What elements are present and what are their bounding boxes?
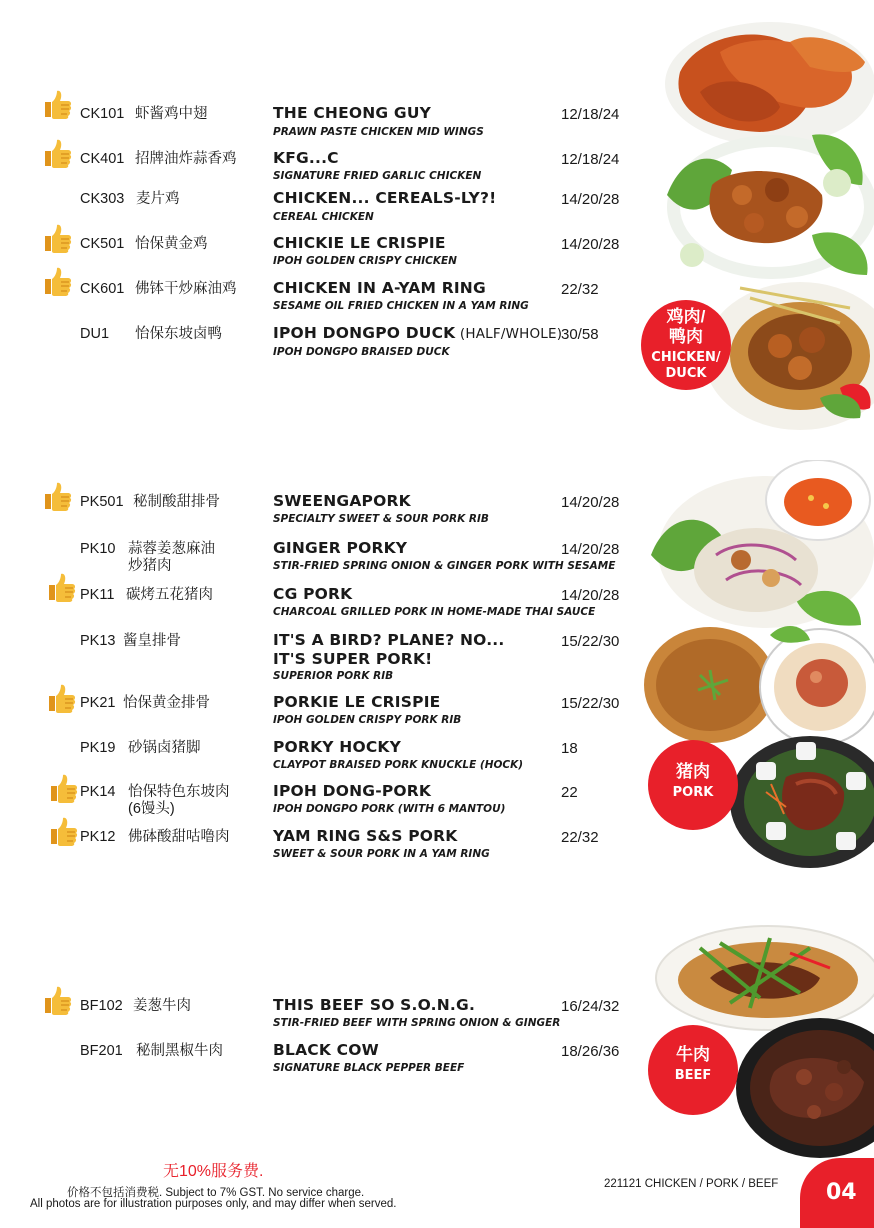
item-price: 18/26/36 <box>561 1043 620 1060</box>
item-price: 14/20/28 <box>561 541 620 558</box>
item-code: CK101 <box>80 106 125 122</box>
item-chinese-name: 怡保黄金排骨 <box>123 695 210 711</box>
item-chinese-name: 蒜蓉姜葱麻油 炒猪肉 <box>128 541 215 574</box>
item-chinese-name: 砂锅卤猪脚 <box>128 740 201 756</box>
item-code: CK601 <box>80 281 125 297</box>
item-price: 18 <box>561 740 578 757</box>
item-code: CK401 <box>80 151 125 167</box>
item-name: PORKY HOCKY <box>273 738 402 756</box>
item-name: SWEENGAPORK <box>273 492 411 510</box>
no-service-charge-note: 无10%服务费. <box>163 1163 264 1180</box>
item-description: SWEET & SOUR PORK IN A YAM RING <box>273 848 490 860</box>
item-price: 12/18/24 <box>561 151 620 168</box>
item-chinese-name: 姜葱牛肉 <box>133 998 191 1014</box>
item-description: STIR-FRIED SPRING ONION & GINGER PORK WITH SESAME <box>273 560 616 572</box>
item-name: CHICKEN IN A-YAM RING <box>273 279 486 297</box>
item-code: BF102 <box>80 998 123 1014</box>
item-name: CHICKEN... CEREALS-LY?! <box>273 189 497 207</box>
item-chinese-name: 虾酱鸡中翅 <box>135 106 208 122</box>
item-description: STIR-FRIED BEEF WITH SPRING ONION & GINGER <box>273 1017 561 1029</box>
badge-english-label: PORK <box>672 785 714 800</box>
item-price: 16/24/32 <box>561 998 620 1015</box>
item-price: 22/32 <box>561 281 599 298</box>
item-code: PK21 <box>80 695 116 711</box>
item-chinese-name: 秘制黑椒牛肉 <box>136 1043 223 1059</box>
item-code: PK13 <box>80 633 116 649</box>
item-price: 15/22/30 <box>561 695 620 712</box>
badge-chinese-label: 猪肉 <box>676 762 710 781</box>
item-code: DU1 <box>80 326 110 342</box>
item-chinese-name: 佛砵酸甜咕噜肉 <box>128 829 230 845</box>
badge-chinese-label: 牛肉 <box>676 1045 710 1064</box>
page-number: 04 <box>826 1180 857 1205</box>
item-chinese-name: 酱皇排骨 <box>123 633 181 649</box>
item-price: 14/20/28 <box>561 587 620 604</box>
item-description: IPOH DONGPO BRAISED DUCK <box>273 346 450 358</box>
item-code: PK19 <box>80 740 116 756</box>
item-description: IPOH GOLDEN CRISPY CHICKEN <box>273 255 457 267</box>
item-chinese-name: 佛钵干炒麻油鸡 <box>135 281 237 297</box>
item-price: 12/18/24 <box>561 106 620 123</box>
item-description: SIGNATURE FRIED GARLIC CHICKEN <box>273 170 482 182</box>
item-name: IPOH DONGPO DUCK (HALF/WHOLE) <box>273 324 563 342</box>
item-price: 22/32 <box>561 829 599 846</box>
item-price: 14/20/28 <box>561 191 620 208</box>
item-chinese-name: 怡保东坡卤鸭 <box>135 326 222 342</box>
item-description: IPOH DONGPO PORK (WITH 6 MANTOU) <box>273 803 506 815</box>
item-chinese-name: 怡保特色东坡肉 (6馒头) <box>128 784 230 817</box>
item-code: BF201 <box>80 1043 123 1059</box>
item-code: PK14 <box>80 784 116 800</box>
item-price: 22 <box>561 784 578 801</box>
item-chinese-name: 麦片鸡 <box>136 191 180 207</box>
item-name: CHICKIE LE CRISPIE <box>273 234 446 252</box>
item-name: CG PORK <box>273 585 353 603</box>
item-name: IT'S A BIRD? PLANE? NO... IT'S SUPER PORK! <box>273 631 505 668</box>
food-photo-black-pepper-beef <box>734 1012 874 1158</box>
item-code: PK12 <box>80 829 116 845</box>
item-description: CLAYPOT BRAISED PORK KNUCKLE (HOCK) <box>273 759 524 771</box>
item-price: 14/20/28 <box>561 236 620 253</box>
item-price: 30/58 <box>561 326 599 343</box>
item-name: GINGER PORKY <box>273 539 408 557</box>
badge-chinese-label: 鸡肉/ 鸭肉 <box>666 307 706 346</box>
item-description: CEREAL CHICKEN <box>273 211 374 223</box>
item-name: BLACK COW <box>273 1041 379 1059</box>
item-name: IPOH DONG-PORK <box>273 782 432 800</box>
item-chinese-name: 碳烤五花猪肉 <box>126 587 213 603</box>
item-chinese-name: 怡保黄金鸡 <box>135 236 208 252</box>
item-name: YAM RING S&S PORK <box>273 827 458 845</box>
item-chinese-name: 秘制酸甜排骨 <box>133 494 220 510</box>
photo-disclaimer: All photos are for illustration purposes only, and may differ when served. <box>30 1198 397 1210</box>
item-description: SPECIALTY SWEET & SOUR PORK RIB <box>273 513 489 525</box>
badge-english-label: CHICKEN/ DUCK <box>651 350 721 381</box>
item-code: CK303 <box>80 191 125 207</box>
item-code: PK10 <box>80 541 116 557</box>
item-price: 15/22/30 <box>561 633 620 650</box>
thumbs-up-icon <box>42 985 72 1015</box>
item-chinese-name: 招牌油炸蒜香鸡 <box>135 151 237 167</box>
badge-english-label: BEEF <box>674 1068 712 1083</box>
item-code: PK11 <box>80 587 115 603</box>
item-description: SESAME OIL FRIED CHICKEN IN A YAM RING <box>273 300 529 312</box>
item-description: SIGNATURE BLACK PEPPER BEEF <box>273 1062 465 1074</box>
gst-note: 价格不包括消费税. Subject to 7% GST. No service charge. <box>67 1187 365 1199</box>
item-name: THE CHEONG GUY <box>273 104 432 122</box>
category-badge-beef <box>648 1025 738 1115</box>
item-description: PRAWN PASTE CHICKEN MID WINGS <box>273 126 484 138</box>
item-description: CHARCOAL GRILLED PORK IN HOME-MADE THAI SAUCE <box>273 606 596 618</box>
item-name: PORKIE LE CRISPIE <box>273 693 441 711</box>
item-description: IPOH GOLDEN CRISPY PORK RIB <box>273 714 462 726</box>
item-name: THIS BEEF SO S.O.N.G. <box>273 996 476 1014</box>
item-code: CK501 <box>80 236 125 252</box>
category-reference: 221121 CHICKEN / PORK / BEEF <box>604 1178 779 1190</box>
item-description: SUPERIOR PORK RIB <box>273 670 394 682</box>
item-code: PK501 <box>80 494 124 510</box>
item-name: KFG...C <box>273 149 339 167</box>
item-price: 14/20/28 <box>561 494 620 511</box>
